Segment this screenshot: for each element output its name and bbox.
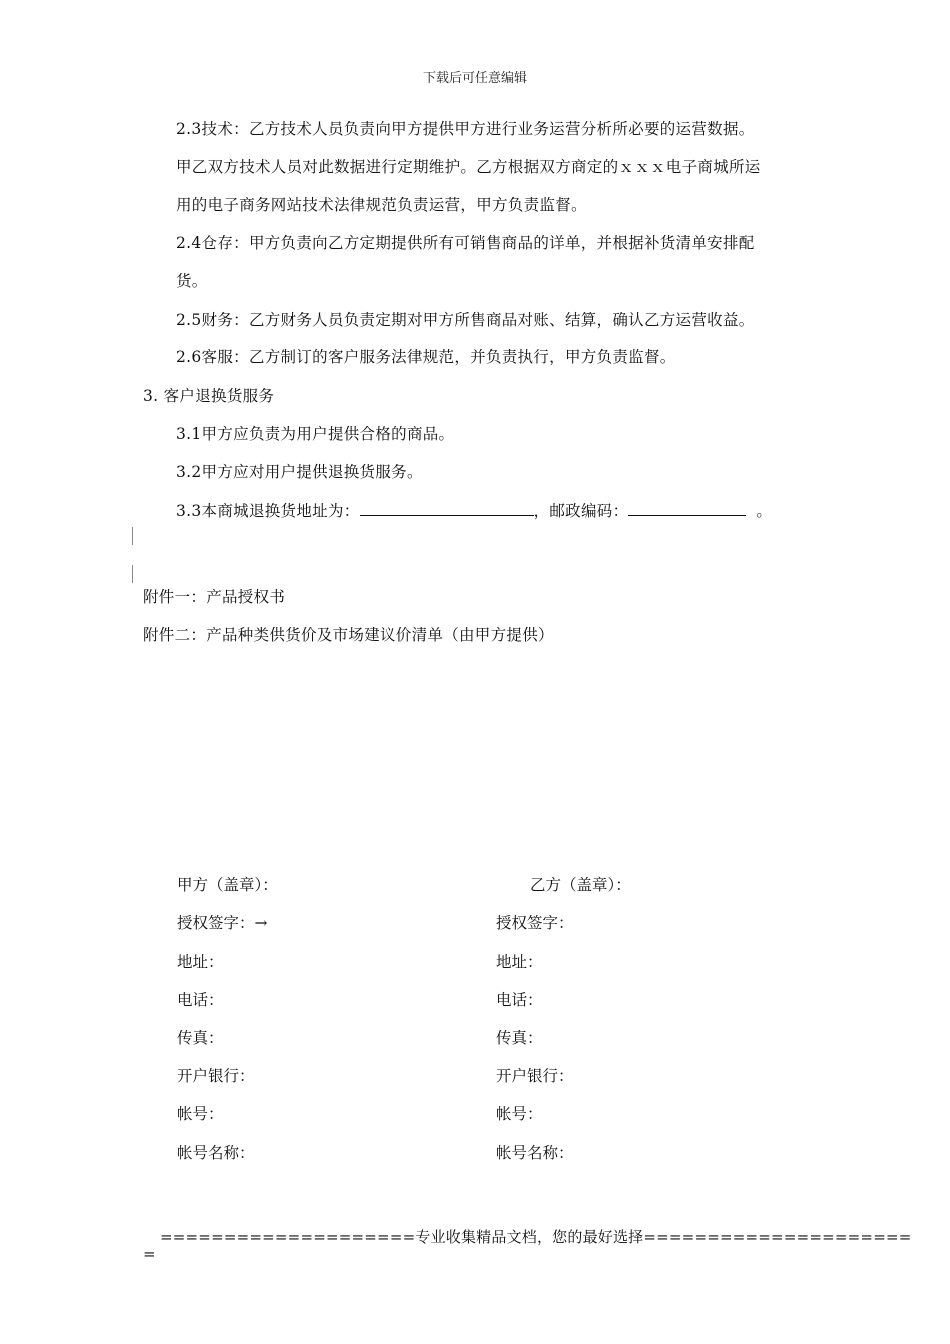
clause-3-2: 3.2甲方应对用户提供退换货服务。 (176, 463, 423, 481)
clause-2-3-line-3: 用的电子商务网站技术法律规范负责运营，甲方负责监督。 (176, 196, 587, 214)
party-b-auth-sign: 授权签字： (496, 914, 574, 932)
footer-banner-tail: = (143, 1245, 156, 1263)
footer-banner: ====================专业收集精品文档，您的最好选择===================== (160, 1228, 912, 1246)
party-b-fax: 传真： (496, 1029, 543, 1047)
section-3-title: 3. 客户退换货服务 (143, 387, 275, 405)
text-cursor-mark (132, 565, 133, 583)
clause-2-4-line-1: 2.4仓存：甲方负责向乙方定期提供所有可销售商品的详单，并根据补货清单安排配 (176, 234, 755, 252)
clause-3-3-prefix: 3.3本商城退换货地址为： (176, 502, 360, 520)
clause-3-3-end: 。 (756, 502, 773, 520)
party-a-address: 地址： (177, 953, 224, 971)
party-b-phone: 电话： (496, 991, 543, 1009)
clause-3-3 (176, 499, 772, 521)
clause-3-3-mid: ，邮政编码： (533, 502, 629, 520)
party-b-account-name: 帐号名称： (496, 1144, 574, 1162)
clause-2-5: 2.5财务：乙方财务人员负责定期对甲方所售商品对账、结算，确认乙方运营收益。 (176, 311, 755, 329)
party-a-phone: 电话： (177, 991, 224, 1009)
party-a-account: 帐号： (177, 1105, 224, 1123)
clause-2-3-line-1: 2.3技术：乙方技术人员负责向甲方提供甲方进行业务运营分析所必要的运营数据。 (176, 120, 755, 138)
clause-2-4-line-2: 货。 (176, 272, 208, 290)
clause-2-6: 2.6客服：乙方制订的客户服务法律规范，并负责执行，甲方负责监督。 (176, 348, 676, 366)
party-a-title: 甲方（盖章）： (177, 876, 278, 894)
address-blank (360, 499, 534, 516)
party-b-account: 帐号： (496, 1105, 543, 1123)
party-a-fax: 传真： (177, 1029, 224, 1047)
party-a-auth-sign: 授权签字：→ (177, 914, 268, 932)
text-cursor-mark (132, 527, 133, 545)
party-b-title: 乙方（盖章）： (530, 876, 631, 894)
party-b-address: 地址： (496, 953, 543, 971)
attachment-2: 附件二：产品种类供货价及市场建议价清单（由甲方提供） (143, 626, 554, 644)
clause-3-1: 3.1甲方应负责为用户提供合格的商品。 (176, 425, 455, 443)
party-a-bank: 开户银行： (177, 1067, 255, 1085)
party-a-account-name: 帐号名称： (177, 1144, 255, 1162)
page-header: 下载后可任意编辑 (422, 71, 527, 86)
clause-2-3-line-2: 甲乙双方技术人员对此数据进行定期维护。乙方根据双方商定的ｘｘｘ电子商城所运 (176, 158, 761, 176)
party-b-bank: 开户银行： (496, 1067, 574, 1085)
attachment-1: 附件一：产品授权书 (143, 588, 286, 606)
postcode-blank (628, 499, 746, 516)
